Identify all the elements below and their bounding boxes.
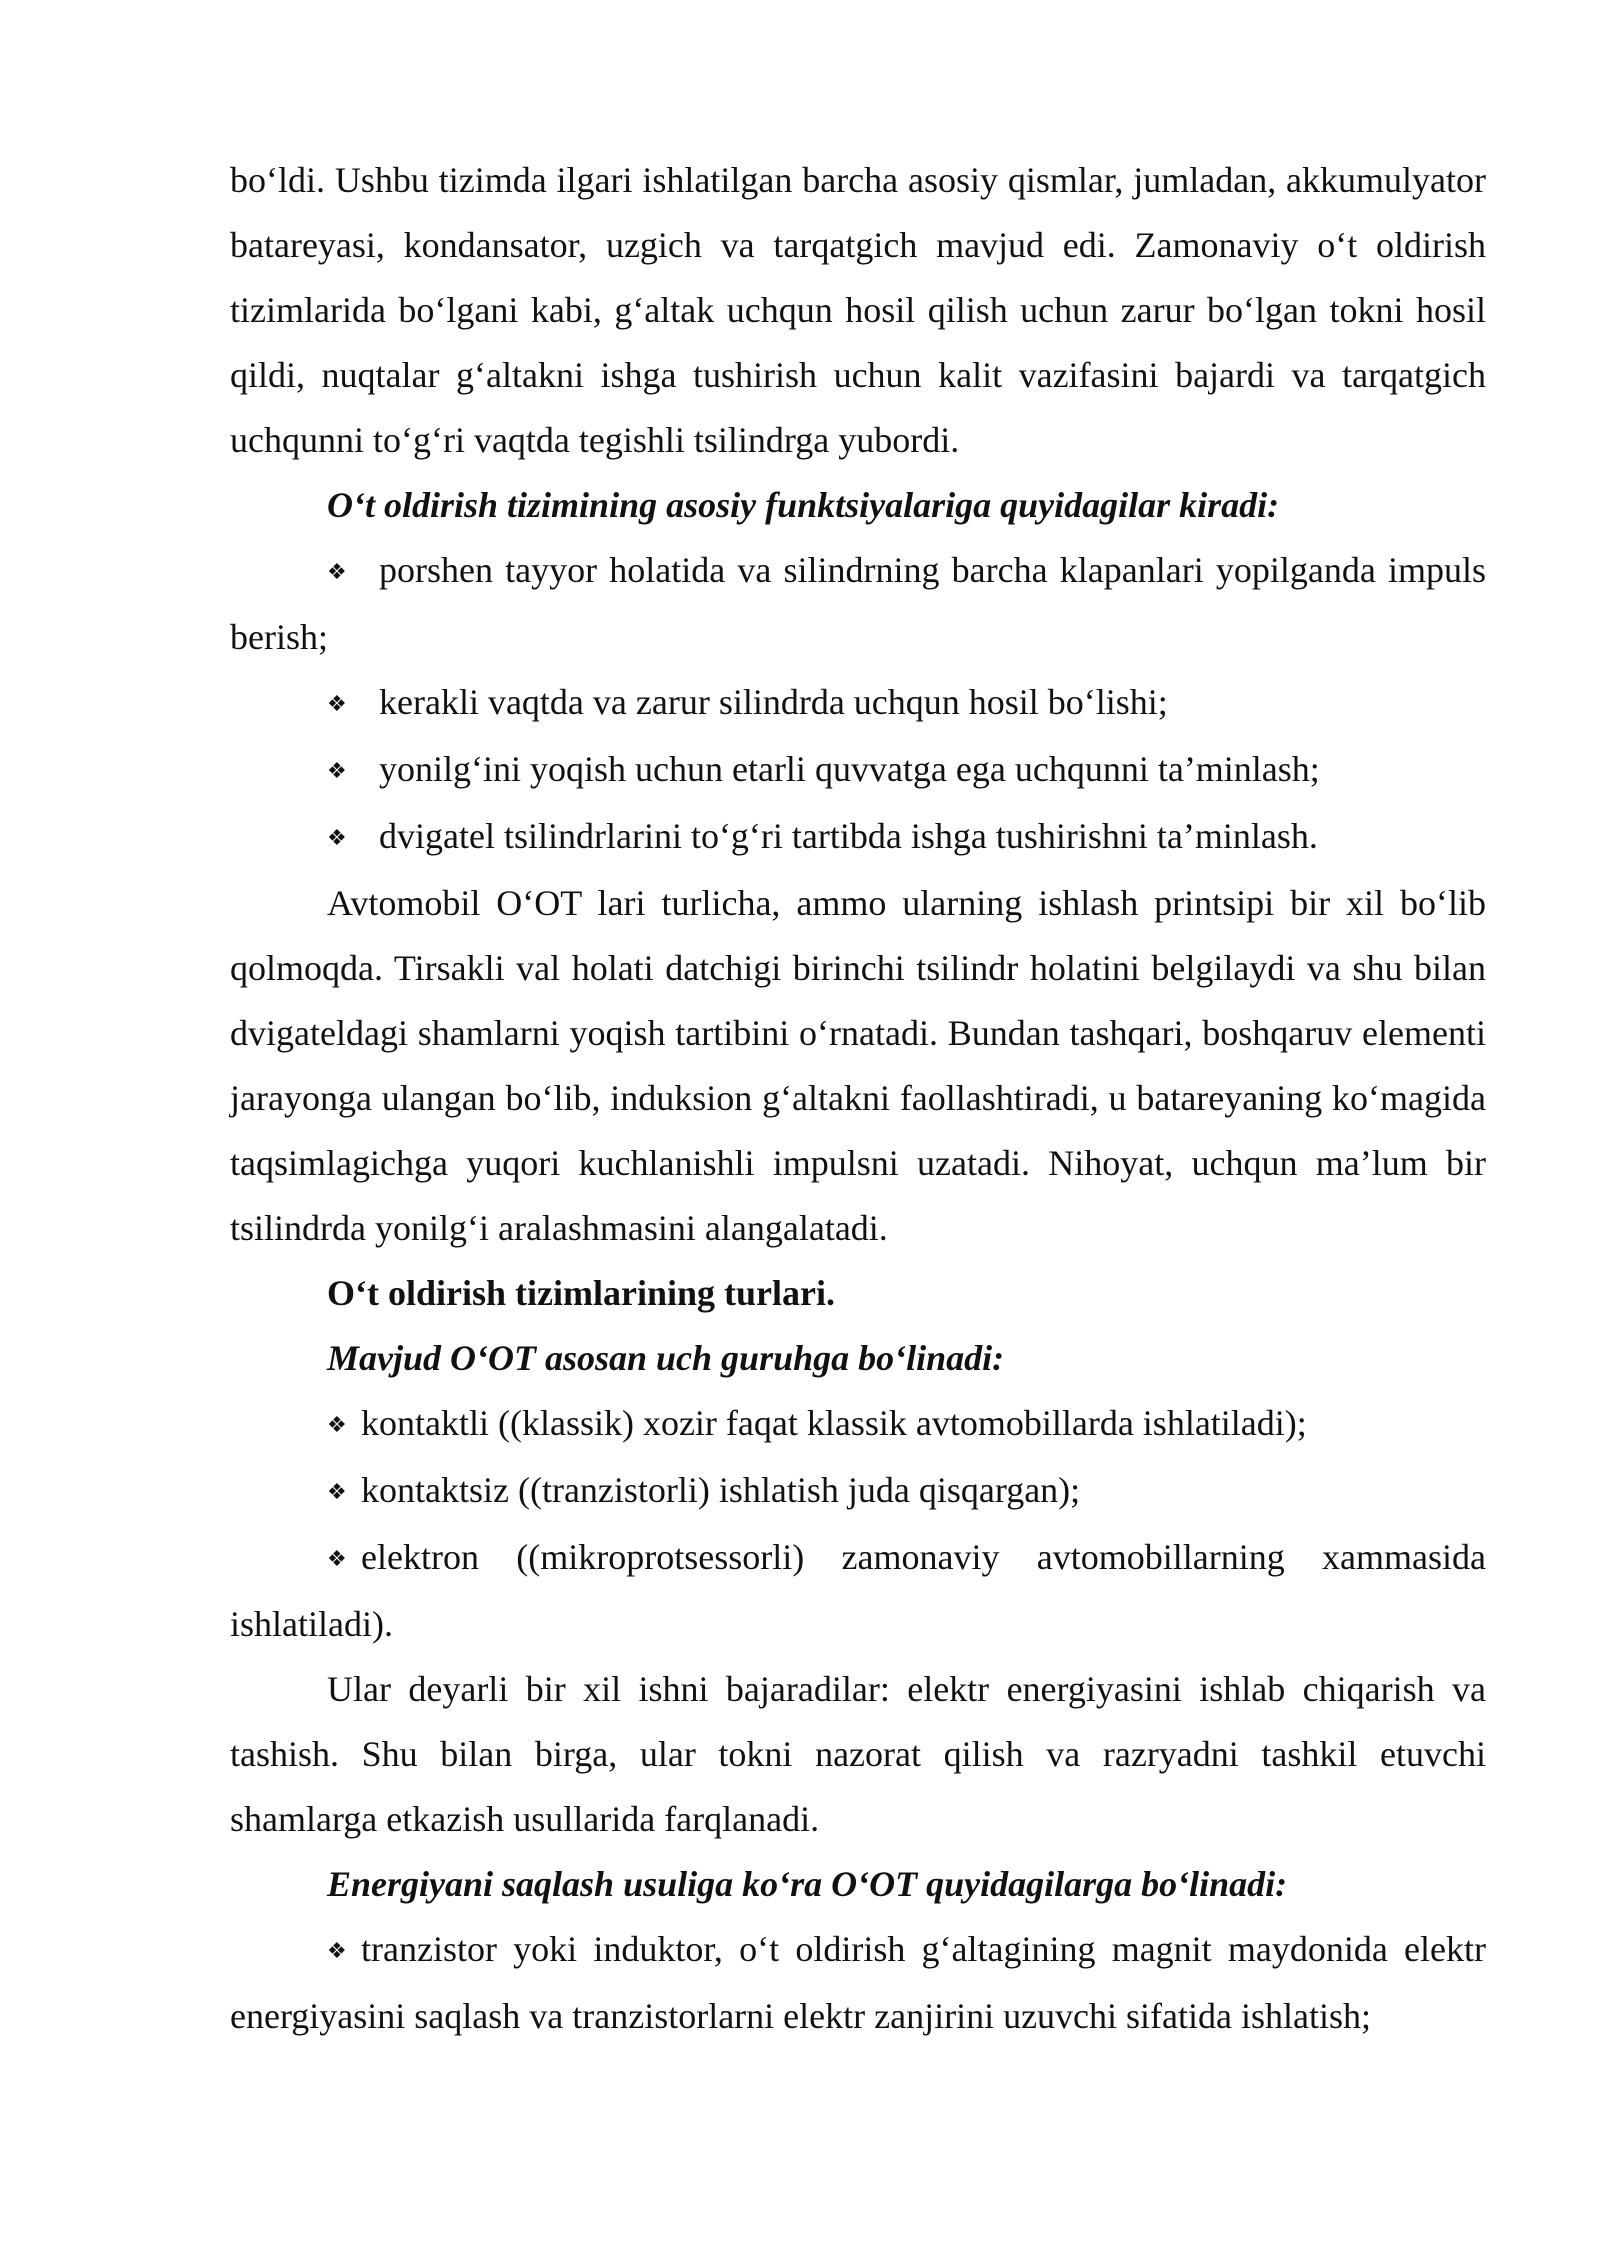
diamond-bullet-icon: ❖	[327, 560, 347, 585]
storage-subheading: Energiyani saqlash usuliga ko‘ra O‘OT quyidagilarga bo‘linadi:	[327, 1864, 1288, 1904]
diamond-bullet-icon: ❖	[327, 692, 347, 717]
list-item-text: tranzistor yoki induktor, o‘t oldirish g‘altagining magnit maydonida elektr energiyasini saqlash va tranzistorlarni elektr zanjirini uzuvchi sifatida ishlatish;	[230, 1929, 1486, 2036]
list-item	[230, 1917, 1486, 2049]
intro-paragraph: bo‘ldi. Ushbu tizimda ilgari ishlatilgan barcha asosiy qismlar, jumladan, akkumulyator batareyasi, kondansator, uzgich va tarqatgich mavjud edi. Zamonaviy o‘t oldirish tizimlarida bo‘lgani kabi, g‘altak uchqun hosil qilish uchun zarur bo‘lgan tokni hosil qildi, nuqtalar g‘altakni ishga tushirish uchun kalit vazifasini bajardi va tarqatgich uchqunni to‘g‘ri vaqtda tegishli tsilindrga yubordi.	[230, 160, 1486, 460]
section-title: O‘t oldirish tizimlarining turlari.	[327, 1273, 835, 1313]
diamond-bullet-icon: ❖	[327, 1547, 347, 1572]
diamond-bullet-icon: ❖	[327, 759, 347, 784]
list-item	[230, 737, 1486, 804]
list-item	[230, 1391, 1486, 1458]
list-item	[230, 670, 1486, 737]
diamond-bullet-icon: ❖	[327, 1480, 347, 1505]
diamond-bullet-icon: ❖	[327, 1413, 347, 1438]
list-item	[230, 538, 1486, 670]
list-item-text: elektron ((mikroprotsessorli) zamonaviy avtomobillarning xammasida ishlatiladi).	[230, 1537, 1486, 1644]
list-item-text: kontaktli ((klassik) xozir faqat klassik avtomobillarda ishlatiladi);	[361, 1403, 1307, 1443]
list-item-text: kerakli vaqtda va zarur silindrda uchqun hosil bo‘lishi;	[379, 682, 1168, 722]
list-item	[230, 1525, 1486, 1657]
types-subheading: Mavjud O‘OT asosan uch guruhga bo‘linadi:	[327, 1338, 1005, 1378]
principle-paragraph: Avtomobil O‘OT lari turlicha, ammo ularning ishlash printsipi bir xil bo‘lib qolmoqda. Tirsakli val holati datchigi birinchi tsilindr holatini belgilaydi va shu bilan dvigateldagi shamlarni yoqish tartibini o‘rnatadi. Bundan tashqari, boshqaruv elementi jarayonga ulangan bo‘lib, induksion g‘altakni faollashtiradi, u batareyaning ko‘magida taqsimlagichga yuqori kuchlanishli impulsni uzatadi. Nihoyat, uchqun ma’lum bir tsilindrda yonilg‘i aralashmasini alangalatadi.	[230, 883, 1486, 1248]
types-paragraph: Ular deyarli bir xil ishni bajaradilar: elektr energiyasini ishlab chiqarish va tashish. Shu bilan birga, ular tokni nazorat qilish va razryadni tashkil etuvchi shamlarga etkazish usullarida farqlanadi.	[230, 1669, 1486, 1839]
list-item-text: yonilg‘ini yoqish uchun etarli quvvatga ega uchqunni ta’minlash;	[379, 749, 1320, 789]
list-item-text: porshen tayyor holatida va silindrning barcha klapanlari yopilganda impuls berish;	[230, 550, 1486, 657]
diamond-bullet-icon: ❖	[327, 826, 347, 851]
list-item-text: dvigatel tsilindrlarini to‘g‘ri tartibda ishga tushirishni ta’minlash.	[379, 816, 1318, 856]
document-page	[230, 148, 1486, 2049]
list-item	[230, 804, 1486, 871]
diamond-bullet-icon: ❖	[327, 1939, 347, 1964]
functions-heading: O‘t oldirish tizimining asosiy funktsiyalariga quyidagilar kiradi:	[327, 485, 1280, 525]
list-item	[230, 1458, 1486, 1525]
list-item-text: kontaktsiz ((tranzistorli) ishlatish juda qisqargan);	[361, 1470, 1081, 1510]
